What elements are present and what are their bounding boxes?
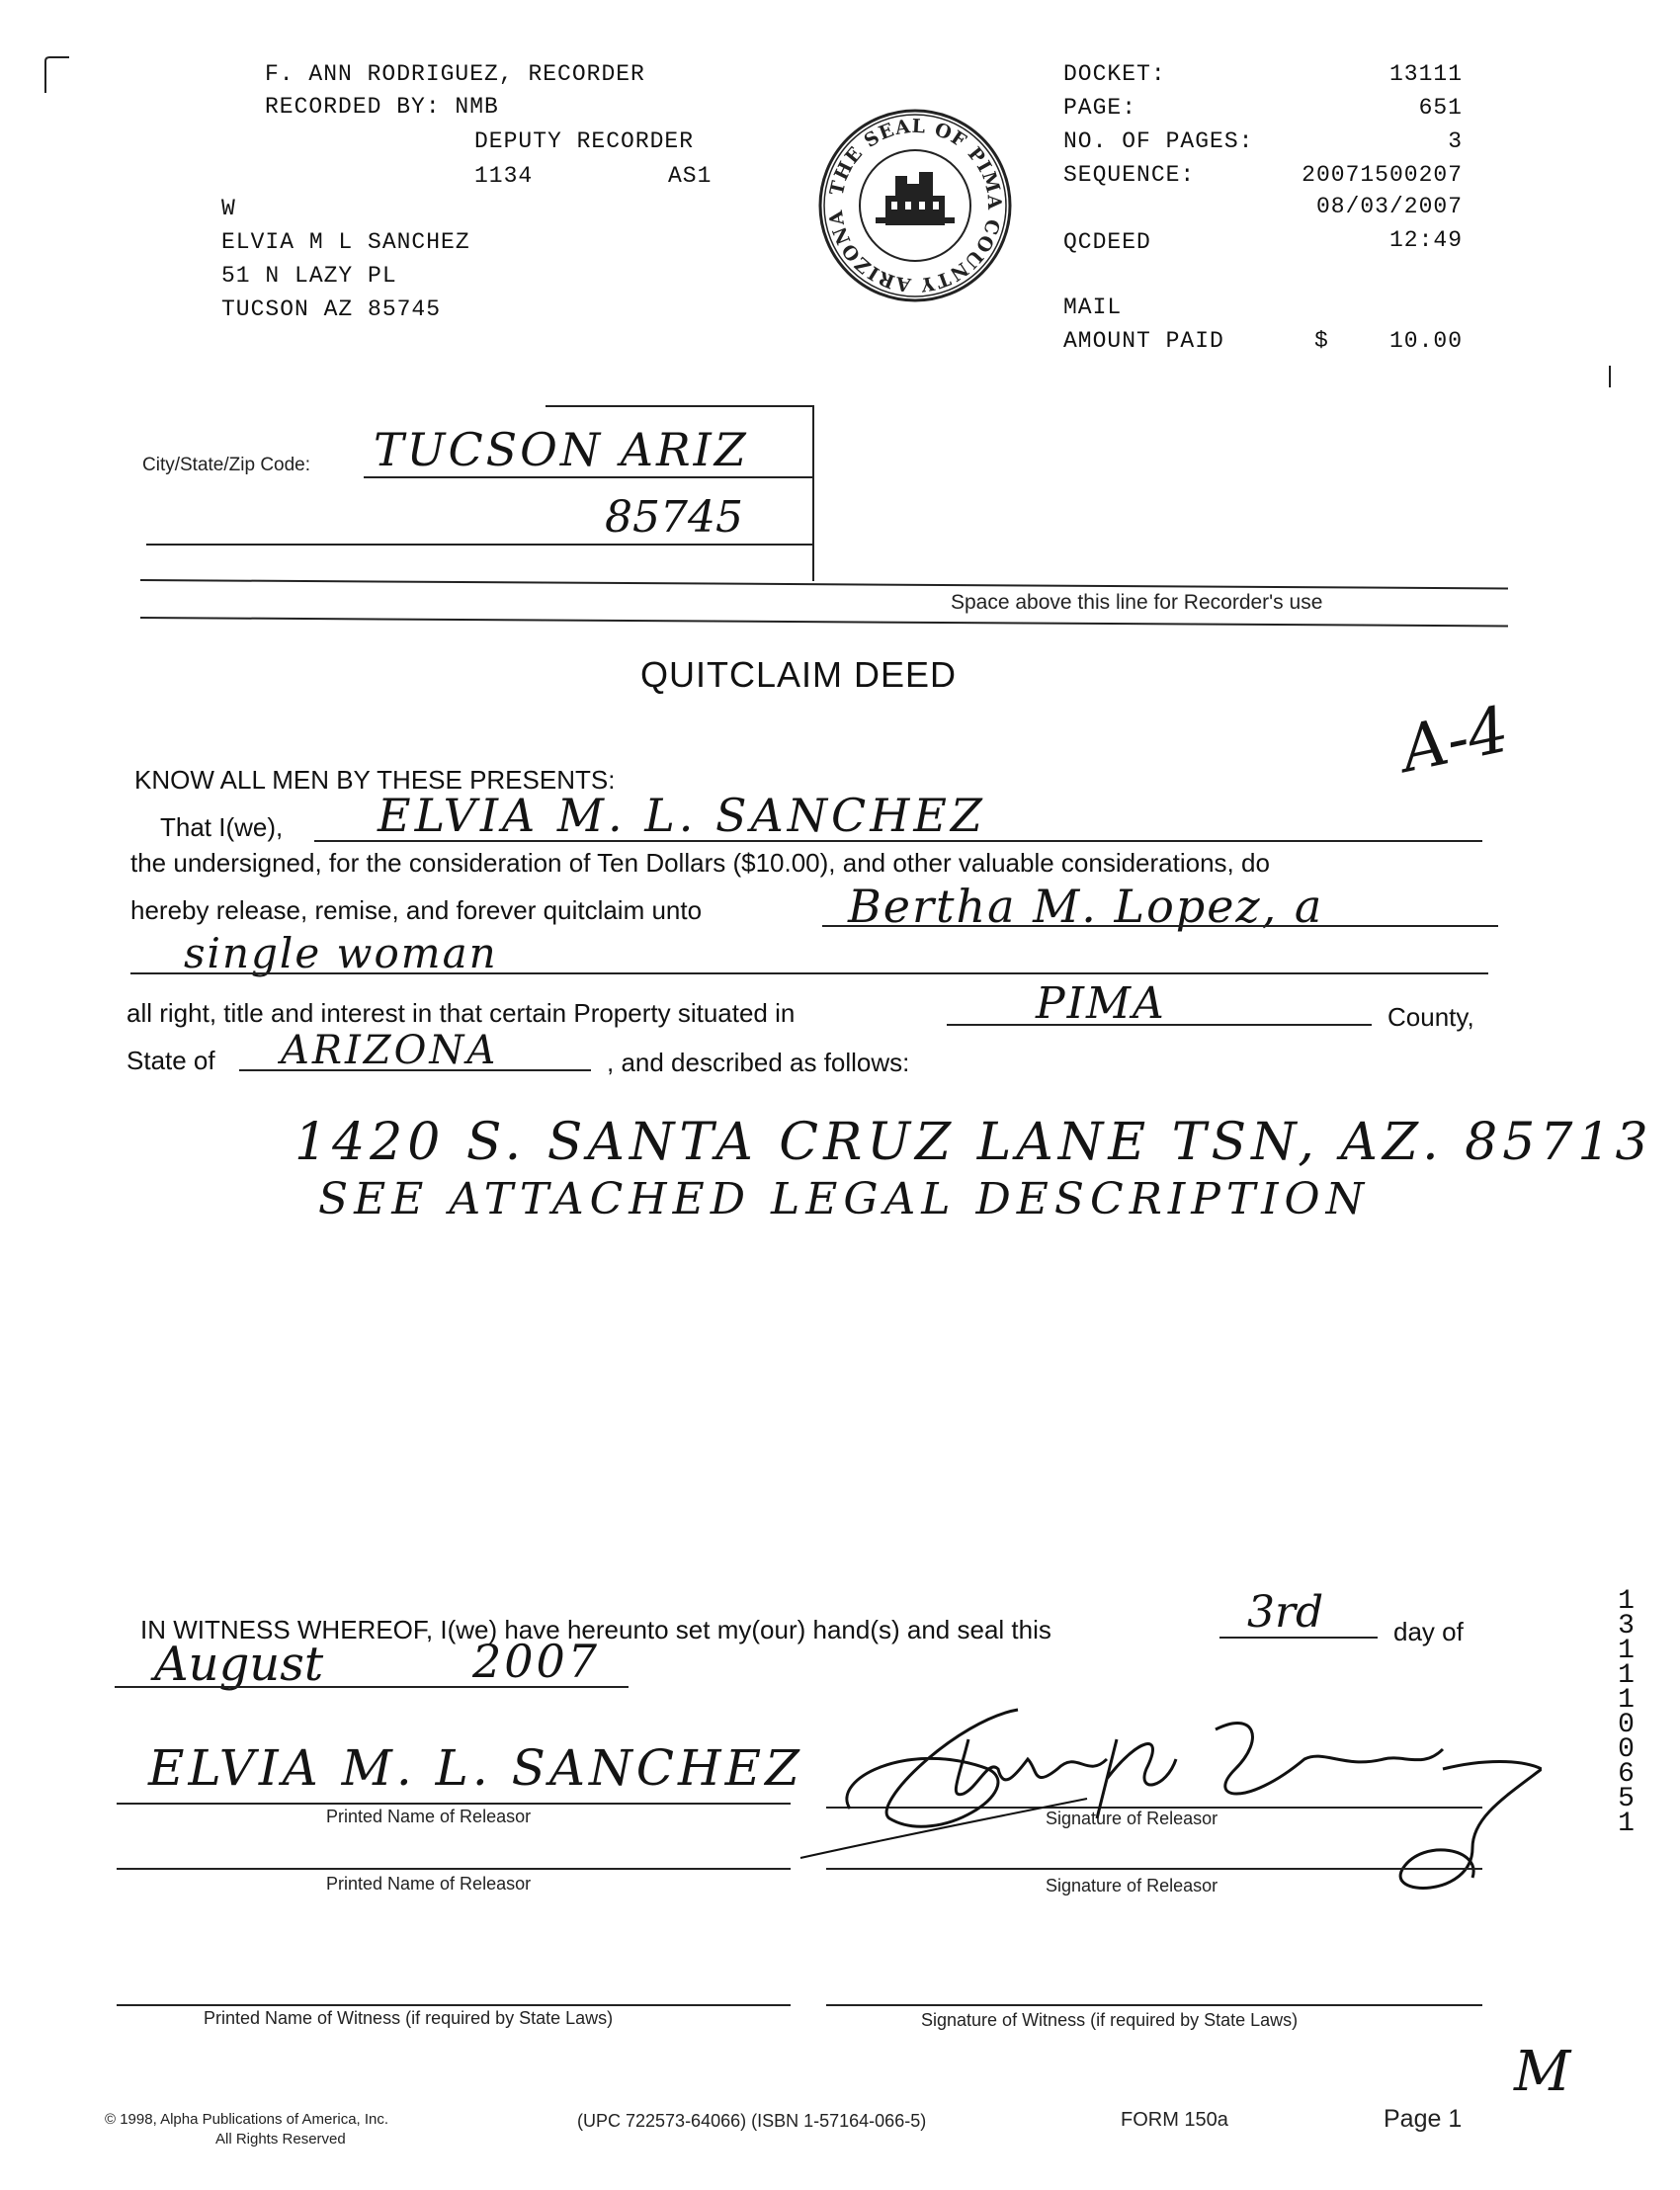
corner-mark-icon	[43, 55, 73, 95]
grantor-line	[314, 840, 1482, 842]
city-box-top	[546, 405, 814, 407]
document-type: QCDEED	[1063, 229, 1151, 255]
page-value: 651	[1418, 95, 1463, 121]
grantee-cont-handwritten: single woman	[184, 929, 498, 977]
recording-date: 08/03/2007	[1315, 194, 1463, 219]
addressee-city: TUCSON AZ 85745	[221, 296, 442, 322]
amount-label: AMOUNT PAID	[1063, 328, 1224, 354]
grantee-handwritten: Bertha M. Lopez, a	[848, 880, 1324, 933]
w-mark: W	[221, 196, 236, 221]
recording-time: 12:49	[1388, 227, 1463, 253]
day-line	[1219, 1637, 1378, 1639]
printed-name-line-2	[117, 1868, 791, 1870]
page-label: PAGE:	[1063, 95, 1137, 121]
margin-stamp: 13111 00651	[1618, 1586, 1636, 1839]
city-box-border	[812, 405, 814, 581]
amount-value: 10.00	[1388, 328, 1463, 354]
margin-initial: M	[1514, 2040, 1571, 2104]
seal-text: THE SEAL OF PIMA COUNTY ARIZONA	[824, 115, 1006, 296]
interest-text: all right, title and interest in that certain Property situated in	[126, 998, 796, 1028]
document-title: QUITCLAIM DEED	[640, 654, 958, 695]
pages-value: 3	[1448, 128, 1463, 154]
grantee-line	[822, 925, 1498, 927]
signature-label-1: Signature of Releasor	[1046, 1809, 1218, 1828]
city-label: City/State/Zip Code:	[142, 455, 311, 475]
recorder-space-label: Space above this line for Recorder's use	[951, 591, 1323, 614]
grantor-handwritten: ELVIA M. L. SANCHEZ	[378, 789, 986, 842]
county-handwritten: PIMA	[1036, 978, 1166, 1029]
footer-page: Page 1	[1384, 2105, 1463, 2133]
state-handwritten: ARIZONA	[281, 1028, 499, 1073]
docket-label: DOCKET:	[1063, 61, 1166, 87]
month-line	[115, 1686, 629, 1688]
county-word: County,	[1387, 1002, 1474, 1032]
day-of-label: day of	[1393, 1617, 1464, 1646]
signature-label-2: Signature of Releasor	[1046, 1876, 1218, 1895]
sequence-value: 20071500207	[1302, 162, 1463, 188]
zip-line	[146, 544, 814, 546]
footer-codes: (UPC 722573-64066) (ISBN 1-57164-066-5)	[577, 2111, 927, 2131]
year-handwritten: 2007	[472, 1635, 601, 1688]
consideration-text: the undersigned, for the consideration of Ten Dollars ($10.00), and other valuable considerations, do	[130, 848, 1270, 878]
release-text: hereby release, remise, and forever quitclaim unto	[130, 895, 703, 925]
day-handwritten: 3rd	[1247, 1587, 1324, 1638]
month-handwritten: August	[154, 1637, 324, 1692]
printed-name-label-2: Printed Name of Releasor	[326, 1874, 532, 1894]
recorder-bottom-line	[140, 617, 1508, 627]
margin-tick	[1609, 366, 1611, 387]
recorder-top-line	[140, 579, 1508, 589]
state-of-label: State of	[126, 1046, 215, 1075]
deputy-recorder: DEPUTY RECORDER	[474, 128, 695, 154]
county-line	[947, 1024, 1372, 1026]
pima-county-seal-icon	[816, 107, 1014, 304]
described-text: , and described as follows:	[607, 1048, 910, 1077]
that-label: That I(we),	[160, 812, 284, 842]
grantee-cont-line	[130, 972, 1488, 974]
addressee-street: 51 N LAZY PL	[221, 263, 397, 289]
city-line	[364, 476, 814, 478]
witness-whereof-text: IN WITNESS WHEREOF, I(we) have hereunto set my(our) hand(s) and seal this	[140, 1615, 1051, 1644]
footer-rights: All Rights Reserved	[215, 2131, 346, 2148]
printed-name-line-1	[117, 1803, 791, 1805]
addressee-name: ELVIA M L SANCHEZ	[221, 229, 470, 255]
pages-label: NO. OF PAGES:	[1063, 128, 1254, 154]
witness-name-label: Printed Name of Witness (if required by State Laws)	[204, 2008, 614, 2028]
signature-line-2	[826, 1868, 1482, 1870]
footer-form: FORM 150a	[1121, 2109, 1228, 2131]
sequence-label: SEQUENCE:	[1063, 162, 1196, 188]
printed-name-handwritten: ELVIA M. L. SANCHEZ	[148, 1739, 803, 1797]
recorded-by: RECORDED BY: NMB	[265, 94, 499, 120]
recorder-code-left: 1134	[474, 163, 534, 189]
printed-name-label-1: Printed Name of Releasor	[326, 1807, 532, 1826]
annotation-a4: A-4	[1394, 693, 1516, 788]
city-handwritten: TUCSON ARIZ	[374, 423, 749, 476]
mail-label: MAIL	[1063, 295, 1123, 320]
zip-handwritten: 85745	[605, 492, 743, 543]
legal-description-handwritten: SEE ATTACHED LEGAL DESCRIPTION	[318, 1174, 1371, 1224]
witness-signature-line	[826, 2004, 1482, 2006]
currency-symbol: $	[1314, 328, 1329, 354]
witness-signature-label: Signature of Witness (if required by State Laws)	[921, 2010, 1299, 2030]
property-address-handwritten: 1420 S. SANTA CRUZ LANE TSN, AZ. 85713	[294, 1113, 1653, 1172]
docket-value: 13111	[1388, 61, 1463, 87]
recorder-code-right: AS1	[668, 163, 713, 189]
recorder-line: F. ANN RODRIGUEZ, RECORDER	[265, 61, 645, 87]
state-line	[239, 1069, 591, 1071]
witness-name-line	[117, 2004, 791, 2006]
footer-copyright: © 1998, Alpha Publications of America, Inc.	[105, 2111, 389, 2128]
know-all-men: KNOW ALL MEN BY THESE PRESENTS:	[134, 765, 616, 795]
